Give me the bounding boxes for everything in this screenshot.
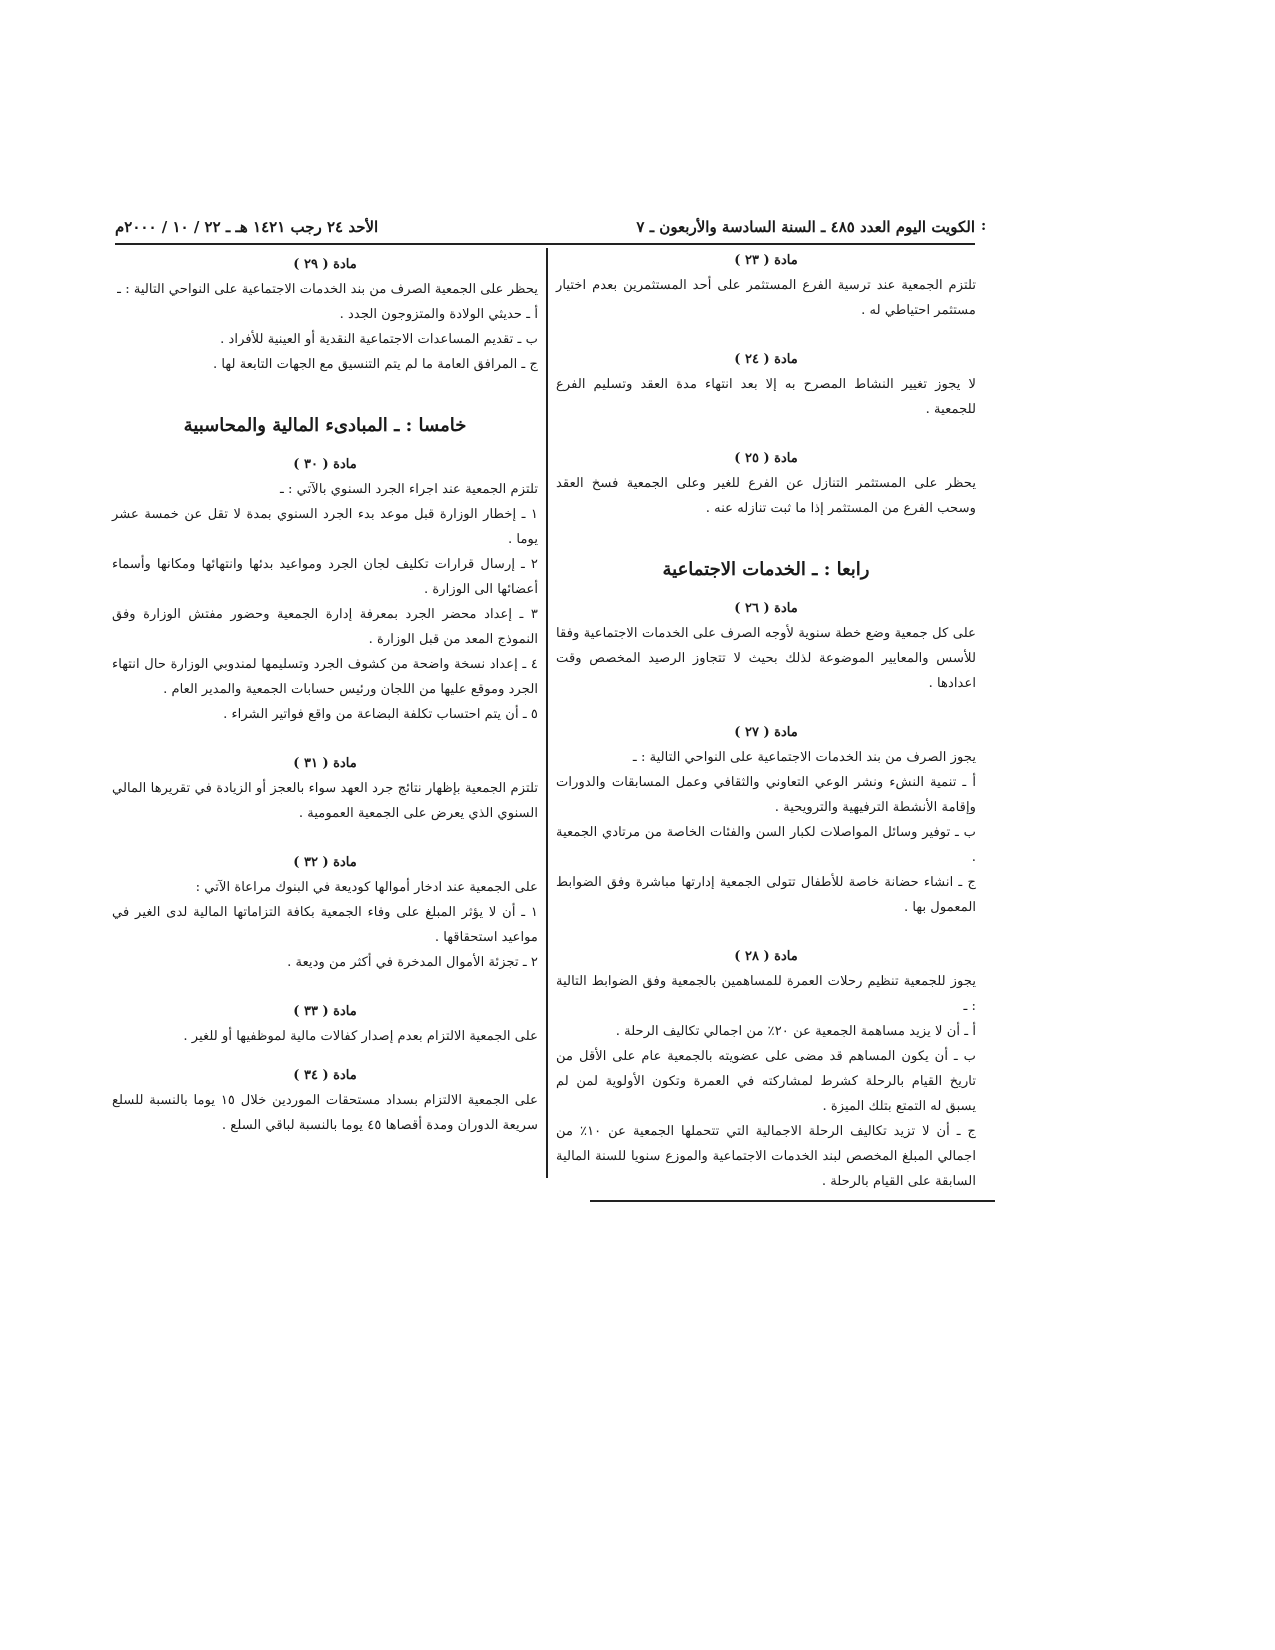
header-rule [115, 243, 975, 245]
article-27-title: مادة ( ٢٧ ) [734, 725, 798, 740]
column-divider [546, 248, 548, 1178]
section-5-title: خامسا : ـ المبادىء المالية والمحاسبية [183, 415, 467, 436]
article-29-title: مادة ( ٢٩ ) [293, 257, 357, 272]
article-27-item: ج ـ انشاء حضانة خاصة للأطفال تتولى الجمعية إدارتها مباشرة وفق الضوابط المعمول بها . [556, 875, 976, 915]
article-30-item: ٢ ـ إرسال قرارات تكليف لجان الجرد ومواعيد بدئها وانتهائها ومكانها وأسماء أعضائها الى الوزارة . [112, 557, 538, 597]
article-32-item: ١ ـ أن لا يؤثر المبلغ على وفاء الجمعية بكافة التزاماتها المالية لدى الغير في مواعيد استحقاقها . [112, 905, 538, 945]
article-30-item: ٤ ـ إعداد نسخة واضحة من كشوف الجرد وتسليمها لمندوبي الوزارة حال انتهاء الجرد وموقع عليها من اللجان ورئيس حسابات الجمعية والمدير العام . [112, 657, 538, 697]
article-31-title: مادة ( ٣١ ) [293, 756, 357, 771]
section-4-title: رابعا : ـ الخدمات الاجتماعية [662, 559, 870, 580]
page-header [115, 218, 975, 242]
article-28-title: مادة ( ٢٨ ) [734, 949, 798, 964]
article-32-intro: على الجمعية عند ادخار أموالها كوديعة في البنوك مراعاة الآتي : [195, 880, 538, 895]
article-29-item: أ ـ حديثي الولادة والمتزوجون الجدد . [339, 307, 538, 322]
article-29-item: ج ـ المرافق العامة ما لم يتم التنسيق مع الجهات التابعة لها . [213, 357, 538, 372]
article-30-title: مادة ( ٣٠ ) [293, 457, 357, 472]
right-column [556, 248, 976, 1194]
article-34-title: مادة ( ٣٤ ) [293, 1068, 357, 1083]
left-column [112, 252, 538, 1138]
article-31-text: تلتزم الجمعية بإظهار نتائج جرد العهد سواء بالعجز أو الزيادة في تقريرها المالي السنوي الذي يعرض على الجمعية العمومية . [112, 781, 538, 821]
article-28-item: ج ـ أن لا تزيد تكاليف الرحلة الاجمالية التي تتحملها الجمعية عن ١٠٪ من اجمالي المبلغ المخصص لبند الخدمات الاجتماعية والموزع سنويا للسنة المالية السابقة على القيام بالرحلة . [556, 1124, 976, 1189]
article-23-text: تلتزم الجمعية عند ترسية الفرع المستثمر على أحد المستثمرين بعدم اختيار مستثمر احتياطي له . [556, 278, 976, 318]
article-28-item: أ ـ أن لا يزيد مساهمة الجمعية عن ٢٠٪ من اجمالي تكاليف الرحلة . [615, 1024, 976, 1039]
date-line: الأحد ٢٤ رجب ١٤٢١ هـ ـ ٢٢ / ١٠ / ٢٠٠٠م [115, 218, 379, 236]
article-34-text: على الجمعية الالتزام بسداد مستحقات الموردين خلال ١٥ يوما بالنسبة للسلع سريعة الدوران ومدة أقصاها ٤٥ يوما بالنسبة لباقي السلع . [112, 1093, 538, 1133]
article-33-title: مادة ( ٣٣ ) [293, 1004, 357, 1019]
article-30-item: ١ ـ إخطار الوزارة قبل موعد بدء الجرد السنوي بمدة لا تقل عن خمسة عشر يوما . [112, 507, 538, 547]
article-32-title: مادة ( ٣٢ ) [293, 855, 357, 870]
article-28-intro: يجوز للجمعية تنظيم رحلات العمرة للمساهمين بالجمعية وفق الضوابط التالية : ـ [556, 974, 976, 1014]
article-27-item: أ ـ تنمية النشء ونشر الوعي التعاوني والثقافي وعمل المسابقات والدورات وإقامة الأنشطة الترفيهية والترويحية . [556, 775, 976, 815]
article-27-item: ب ـ توفير وسائل المواصلات لكبار السن والفئات الخاصة من مرتادي الجمعية . [556, 825, 976, 865]
article-29-intro: يحظر على الجمعية الصرف من بند الخدمات الاجتماعية على النواحي التالية : ـ [117, 282, 538, 297]
article-25-title: مادة ( ٢٥ ) [734, 451, 798, 466]
article-24-text: لا يجوز تغيير النشاط المصرح به إلا بعد انتهاء مدة العقد وتسليم الفرع للجمعية . [556, 377, 976, 417]
publication-line: الكويت اليوم العدد ٤٨٥ ـ السنة السادسة والأربعون ـ ٧ [636, 218, 975, 236]
article-23-title: مادة ( ٢٣ ) [734, 253, 798, 268]
article-25-text: يحظر على المستثمر التنازل عن الفرع للغير وعلى الجمعية فسخ العقد وسحب الفرع من المستثمر إذا ما ثبت تنازله عنه . [556, 476, 976, 516]
article-30-intro: تلتزم الجمعية عند اجراء الجرد السنوي بالآتي : ـ [279, 482, 538, 497]
article-30-item: ٣ ـ إعداد محضر الجرد بمعرفة إدارة الجمعية وحضور مفتش الوزارة وفق النموذج المعد من قبل الوزارة . [112, 607, 538, 647]
article-24-title: مادة ( ٢٤ ) [734, 352, 798, 367]
article-30-item: ٥ ـ أن يتم احتساب تكلفة البضاعة من واقع فواتير الشراء . [223, 707, 538, 722]
article-32-item: ٢ ـ تجزئة الأموال المدخرة في أكثر من وديعة . [287, 955, 538, 970]
article-27-intro: يجوز الصرف من بند الخدمات الاجتماعية على النواحي التالية : ـ [632, 750, 976, 765]
article-28-item: ب ـ أن يكون المساهم قد مضى على عضويته بالجمعية عام على الأقل من تاريخ القيام بالرحلة كشرط لمشاركته في العمرة وتكون الأولوية لمن لم يسبق له التمتع بتلك الميزة . [556, 1049, 976, 1114]
footer-rule [590, 1200, 995, 1202]
corner-mark: : [981, 218, 987, 234]
article-26-title: مادة ( ٢٦ ) [734, 601, 798, 616]
article-26-text: على كل جمعية وضع خطة سنوية لأوجه الصرف على الخدمات الاجتماعية وفقا للأسس والمعايير الموضوعة لذلك بحيث لا تتجاوز الرصيد المخصص وقت اعدادها . [556, 626, 976, 691]
article-29-item: ب ـ تقديم المساعدات الاجتماعية النقدية أو العينية للأفراد . [220, 332, 538, 347]
article-33-text: على الجمعية الالتزام بعدم إصدار كفالات مالية لموظفيها أو للغير . [183, 1029, 538, 1044]
